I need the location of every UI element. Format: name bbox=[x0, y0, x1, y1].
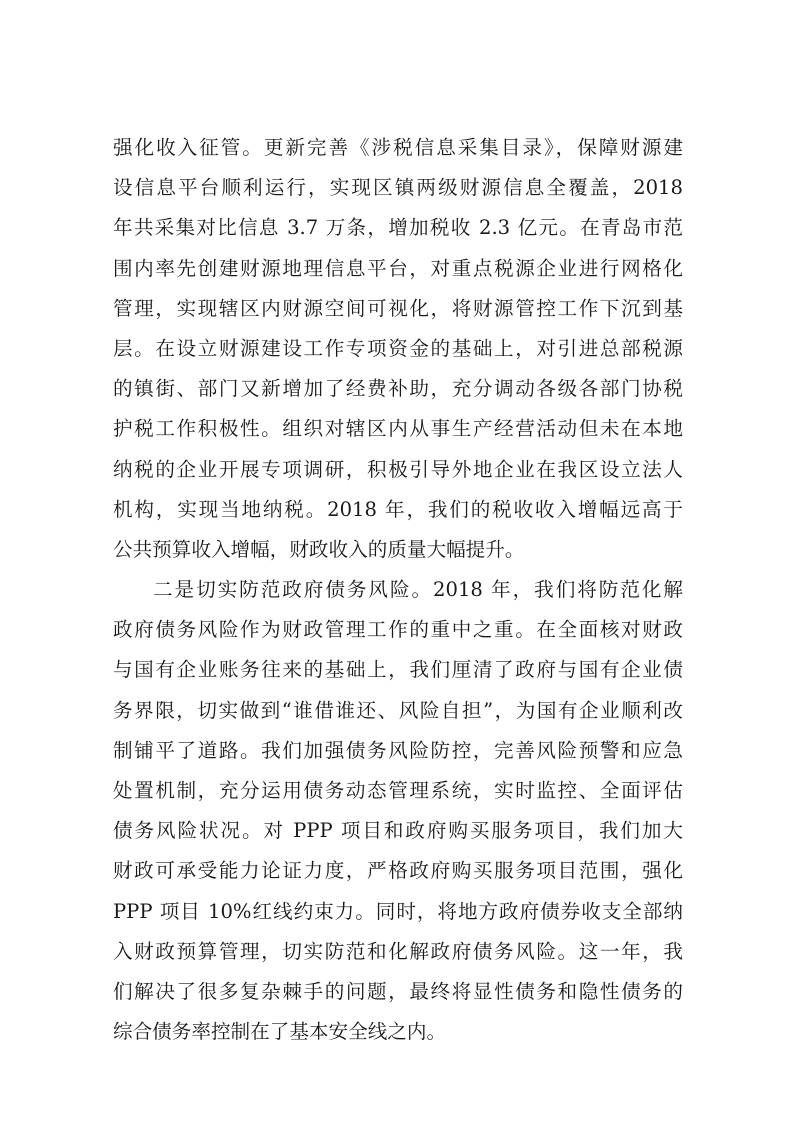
text-line: 们解决了很多复杂棘手的问题，最终将显性债务和隐性债务的 bbox=[113, 979, 683, 1003]
document-body bbox=[113, 128, 683, 1052]
text-line: 年共采集对比信息 3.7 万条，增加税收 2.3 亿元。在青岛市范 bbox=[113, 216, 683, 240]
text-line: 机构，实现当地纳税。2018 年，我们的税收收入增幅远高于 bbox=[113, 497, 683, 521]
text-line: 强化收入征管。更新完善《涉税信息采集目录》，保障财源建 bbox=[113, 136, 683, 159]
paragraph-tax-collection bbox=[113, 128, 683, 570]
text-line: 纳税的企业开展专项调研，积极引导外地企业在我区设立法人 bbox=[113, 457, 683, 481]
text-line: 护税工作积极性。组织对辖区内从事生产经营活动但未在本地 bbox=[113, 417, 683, 441]
text-line-indented: 二是切实防范政府债务风险。2018 年，我们将防范化解 bbox=[153, 578, 683, 602]
text-line: 综合债务率控制在了基本安全线之内。 bbox=[113, 1020, 447, 1044]
text-line: 处置机制，充分运用债务动态管理系统，实时监控、全面评估 bbox=[113, 779, 683, 802]
text-line: 设信息平台顺利运行，实现区镇两级财源信息全覆盖，2018 bbox=[113, 176, 683, 200]
text-line: 务界限，切实做到“谁借谁还、风险自担”，为国有企业顺利改 bbox=[113, 698, 683, 722]
text-line: 公共预算收入增幅，财政收入的质量大幅提升。 bbox=[113, 537, 525, 561]
text-line: 与国有企业账务往来的基础上，我们厘清了政府与国有企业债 bbox=[113, 658, 683, 682]
text-line: 层。在设立财源建设工作专项资金的基础上，对引进总部税源 bbox=[113, 336, 683, 360]
text-line: 政府债务风险作为财政管理工作的重中之重。在全面核对财政 bbox=[113, 618, 683, 642]
text-line: 债务风险状况。对 PPP 项目和政府购买服务项目，我们加大 bbox=[113, 819, 683, 843]
paragraph-debt-risk bbox=[113, 570, 683, 1052]
text-line: 入财政预算管理，切实防范和化解政府债务风险。这一年，我 bbox=[113, 939, 683, 963]
text-line: 围内率先创建财源地理信息平台，对重点税源企业进行网格化 bbox=[113, 256, 683, 280]
text-line: 管理，实现辖区内财源空间可视化，将财源管控工作下沉到基 bbox=[113, 296, 683, 320]
text-line: 的镇街、部门又新增加了经费补助，充分调动各级各部门协税 bbox=[113, 377, 683, 401]
text-line: 制铺平了道路。我们加强债务风险防控，完善风险预警和应急 bbox=[113, 738, 683, 762]
text-line: PPP 项目 10%红线约束力。同时，将地方政府债券收支全部纳 bbox=[113, 899, 683, 923]
text-line: 财政可承受能力论证力度，严格政府购买服务项目范围，强化 bbox=[113, 859, 683, 883]
